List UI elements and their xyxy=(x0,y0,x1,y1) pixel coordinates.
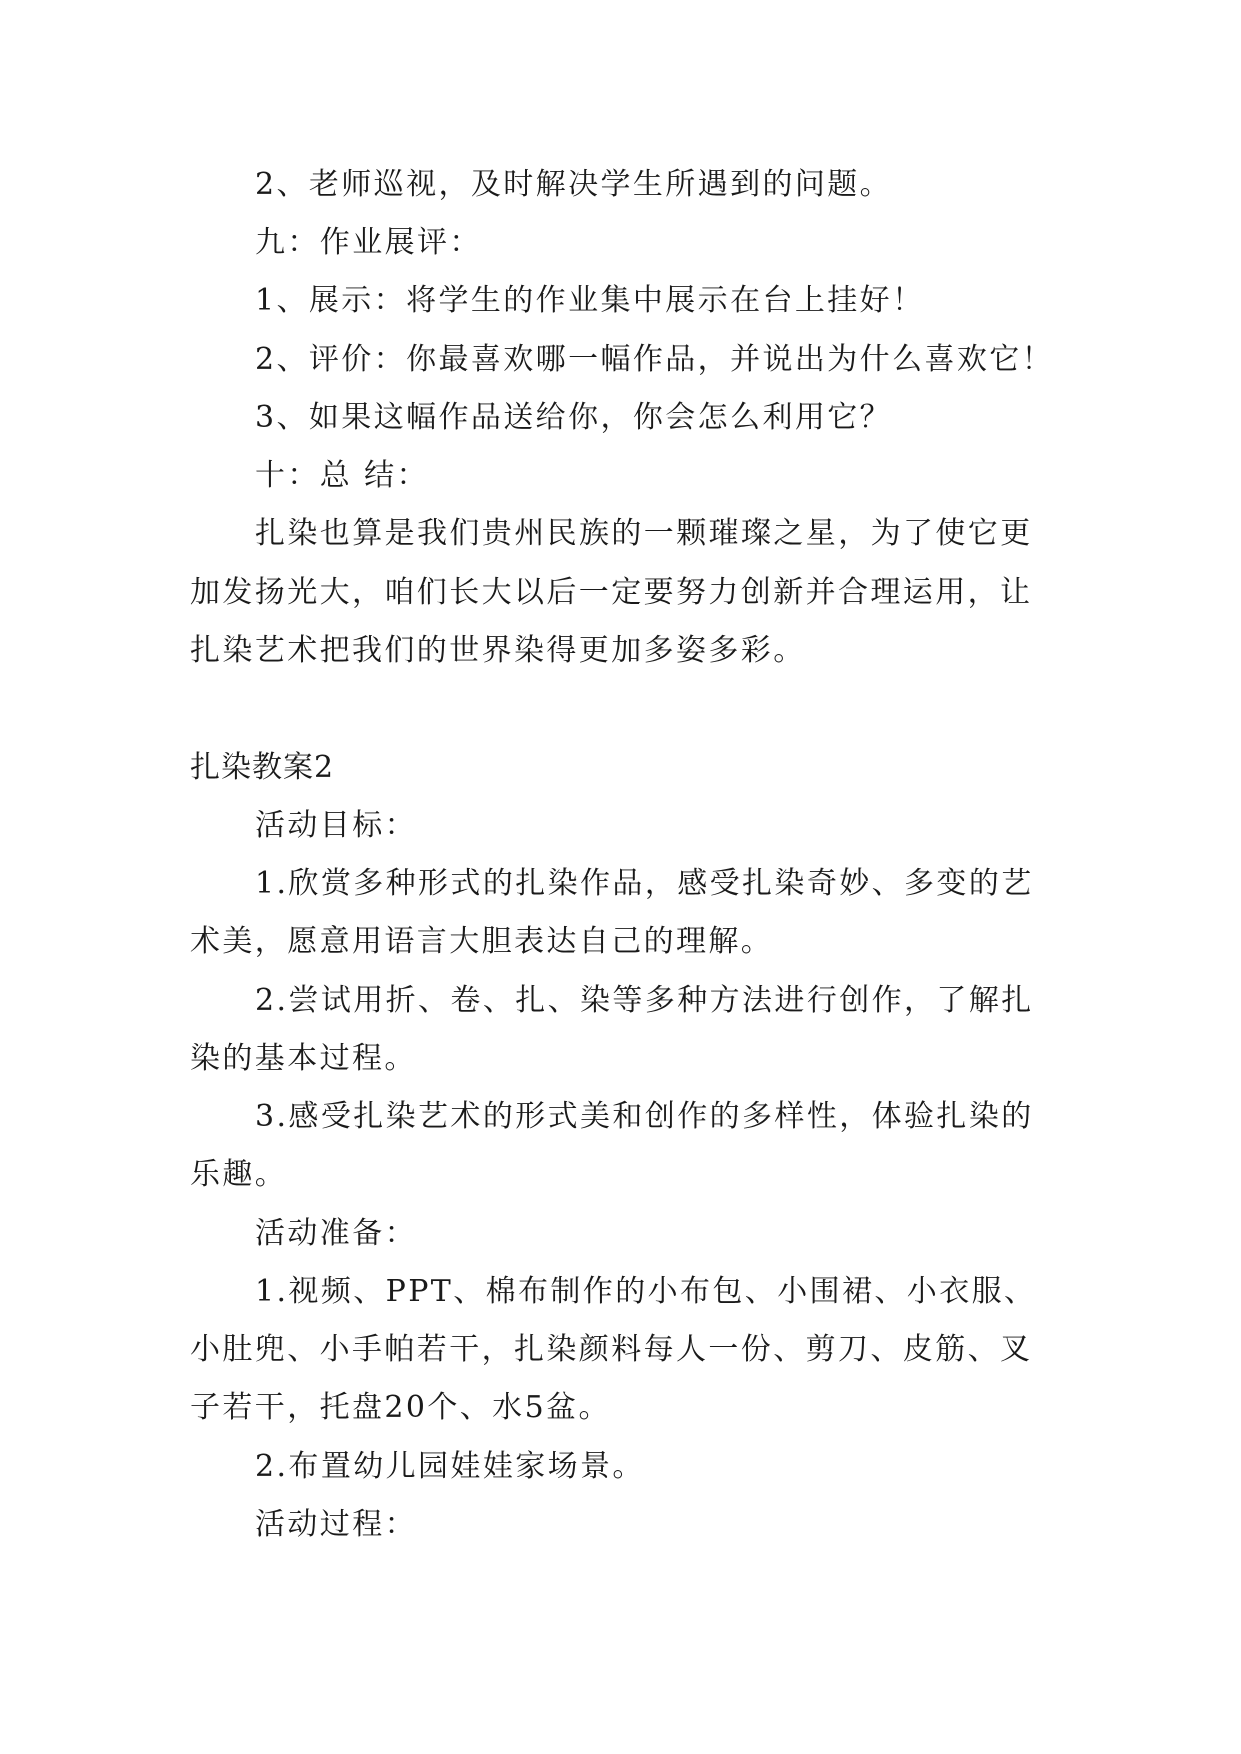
goal-1-line-2: 术美，愿意用语言大胆表达自己的理解。 xyxy=(190,924,774,959)
goal-2-line-2: 染的基本过程。 xyxy=(190,1041,417,1076)
heading-homework-review: 九：作业展评： xyxy=(255,225,482,260)
goal-2-line-1: 2.尝试用折、卷、扎、染等多种方法进行创作，了解扎 xyxy=(255,983,1034,1018)
summary-line-3: 扎染艺术把我们的世界染得更加多姿多彩。 xyxy=(190,633,806,668)
heading-summary: 十：总 结： xyxy=(255,458,429,493)
prep-heading: 活动准备： xyxy=(255,1216,417,1251)
prep-1-line-2: 小肚兜、小手帕若干，扎染颜料每人一份、剪刀、皮筋、叉 xyxy=(190,1332,1033,1367)
lesson-plan-title: 扎染教案2 xyxy=(190,750,335,785)
goals-heading: 活动目标： xyxy=(255,808,417,843)
step-2-patrol: 2、老师巡视，及时解决学生所遇到的问题。 xyxy=(255,167,893,202)
summary-line-2: 加发扬光大，咱们长大以后一定要努力创新并合理运用，让 xyxy=(190,575,1033,610)
prep-1-line-1: 1.视频、PPT、棉布制作的小布包、小围裙、小衣服、 xyxy=(255,1274,1037,1309)
item-use: 3、如果这幅作品送给你，你会怎么利用它？ xyxy=(255,400,893,435)
process-heading: 活动过程： xyxy=(255,1507,417,1542)
item-display: 1、展示：将学生的作业集中展示在台上挂好！ xyxy=(255,283,925,318)
goal-3-line-2: 乐趣。 xyxy=(190,1157,288,1192)
prep-2: 2.布置幼儿园娃娃家场景。 xyxy=(255,1449,645,1484)
goal-1-line-1: 1.欣赏多种形式的扎染作品，感受扎染奇妙、多变的艺 xyxy=(255,866,1034,901)
item-evaluate: 2、评价：你最喜欢哪一幅作品，并说出为什么喜欢它！ xyxy=(255,342,1055,377)
prep-1-line-3: 子若干，托盘20个、水5盆。 xyxy=(190,1390,611,1425)
goal-3-line-1: 3.感受扎染艺术的形式美和创作的多样性，体验扎染的 xyxy=(255,1099,1034,1134)
summary-line-1: 扎染也算是我们贵州民族的一颗璀璨之星，为了使它更 xyxy=(255,516,1033,551)
